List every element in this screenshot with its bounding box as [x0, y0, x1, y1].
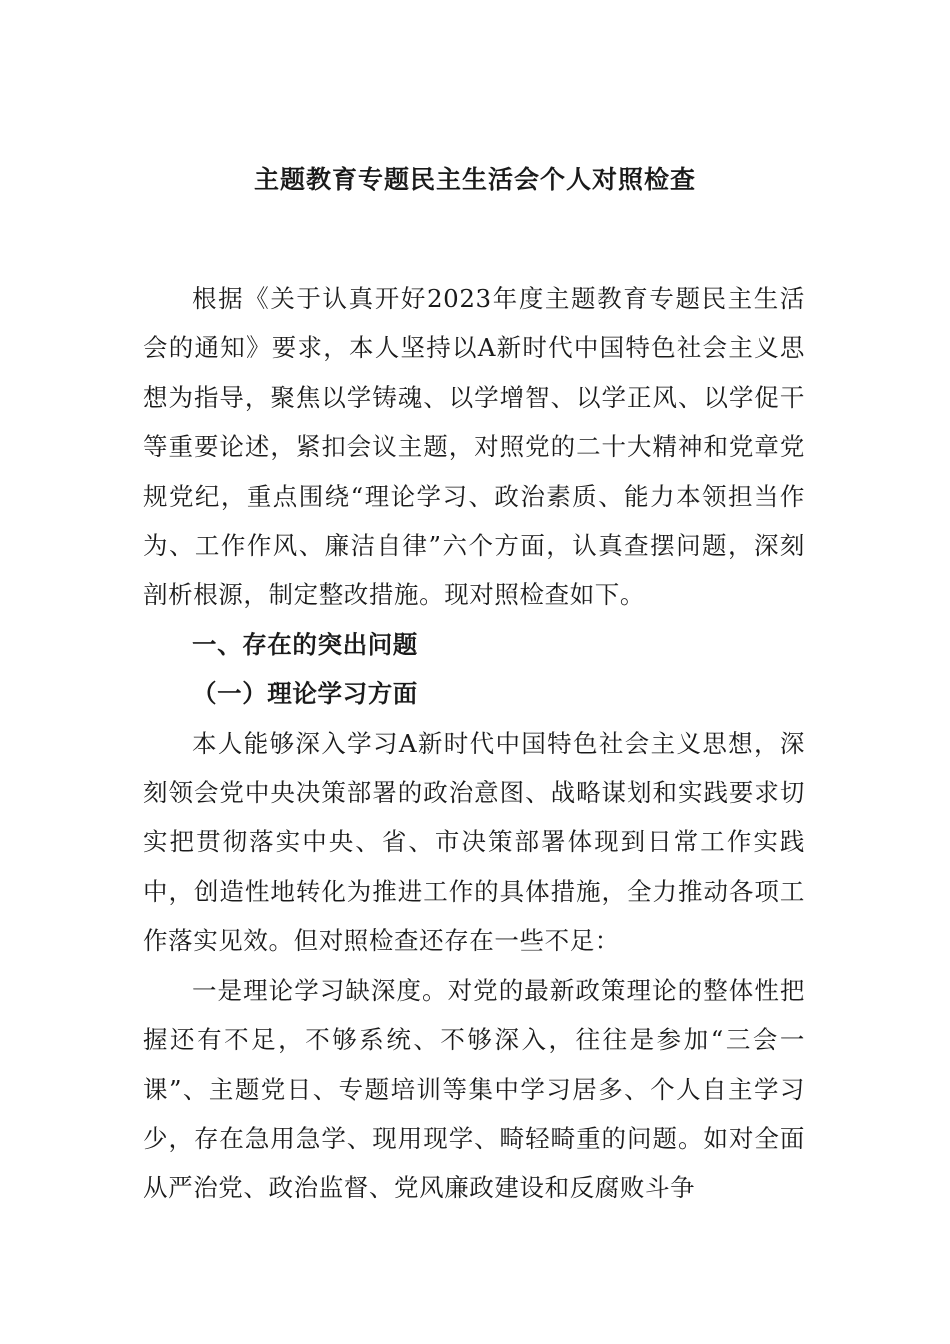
section-heading-problems: 一、存在的突出问题 [192, 629, 418, 659]
subsection-heading-theory-study: （一）理论学习方面 [192, 679, 418, 709]
body-paragraph-1: 本人能够深入学习A新时代中国特色社会主义思想，深刻领会党中央决策部署的政治意图、战略谋划和实践要求切实把贯彻落实中央、省、市决策部署体现到日常工作实践中，创造性地转化为推进工作的具体措施，全力推动各项工作落实见效。但对照检查还存在一些不足： [143, 728, 805, 956]
document-title: 主题教育专题民主生活会个人对照检查 [253, 165, 696, 194]
body-paragraph-2: 一是理论学习缺深度。对党的最新政策理论的整体性把握还有不足，不够系统、不够深入，往往是参加“三会一课”、主题党日、专题培训等集中学习居多、个人自主学习少，存在急用急学、现用现学、畸轻畸重的问题。如对全面从严治党、政治监督、党风廉政建设和反腐败斗争 [143, 975, 805, 1203]
document-body [143, 274, 805, 1213]
intro-paragraph: 根据《关于认真开好2023年度主题教育专题民主生活会的通知》要求，本人坚持以A新时代中国特色社会主义思想为指导，聚焦以学铸魂、以学增智、以学正风、以学促干等重要论述，紧扣会议主题，对照党的二十大精神和党章党规党纪，重点围绕“理论学习、政治素质、能力本领担当作为、工作作风、廉洁自律”六个方面，认真查摆问题，深刻剖析根源，制定整改措施。现对照检查如下。 [143, 284, 805, 610]
